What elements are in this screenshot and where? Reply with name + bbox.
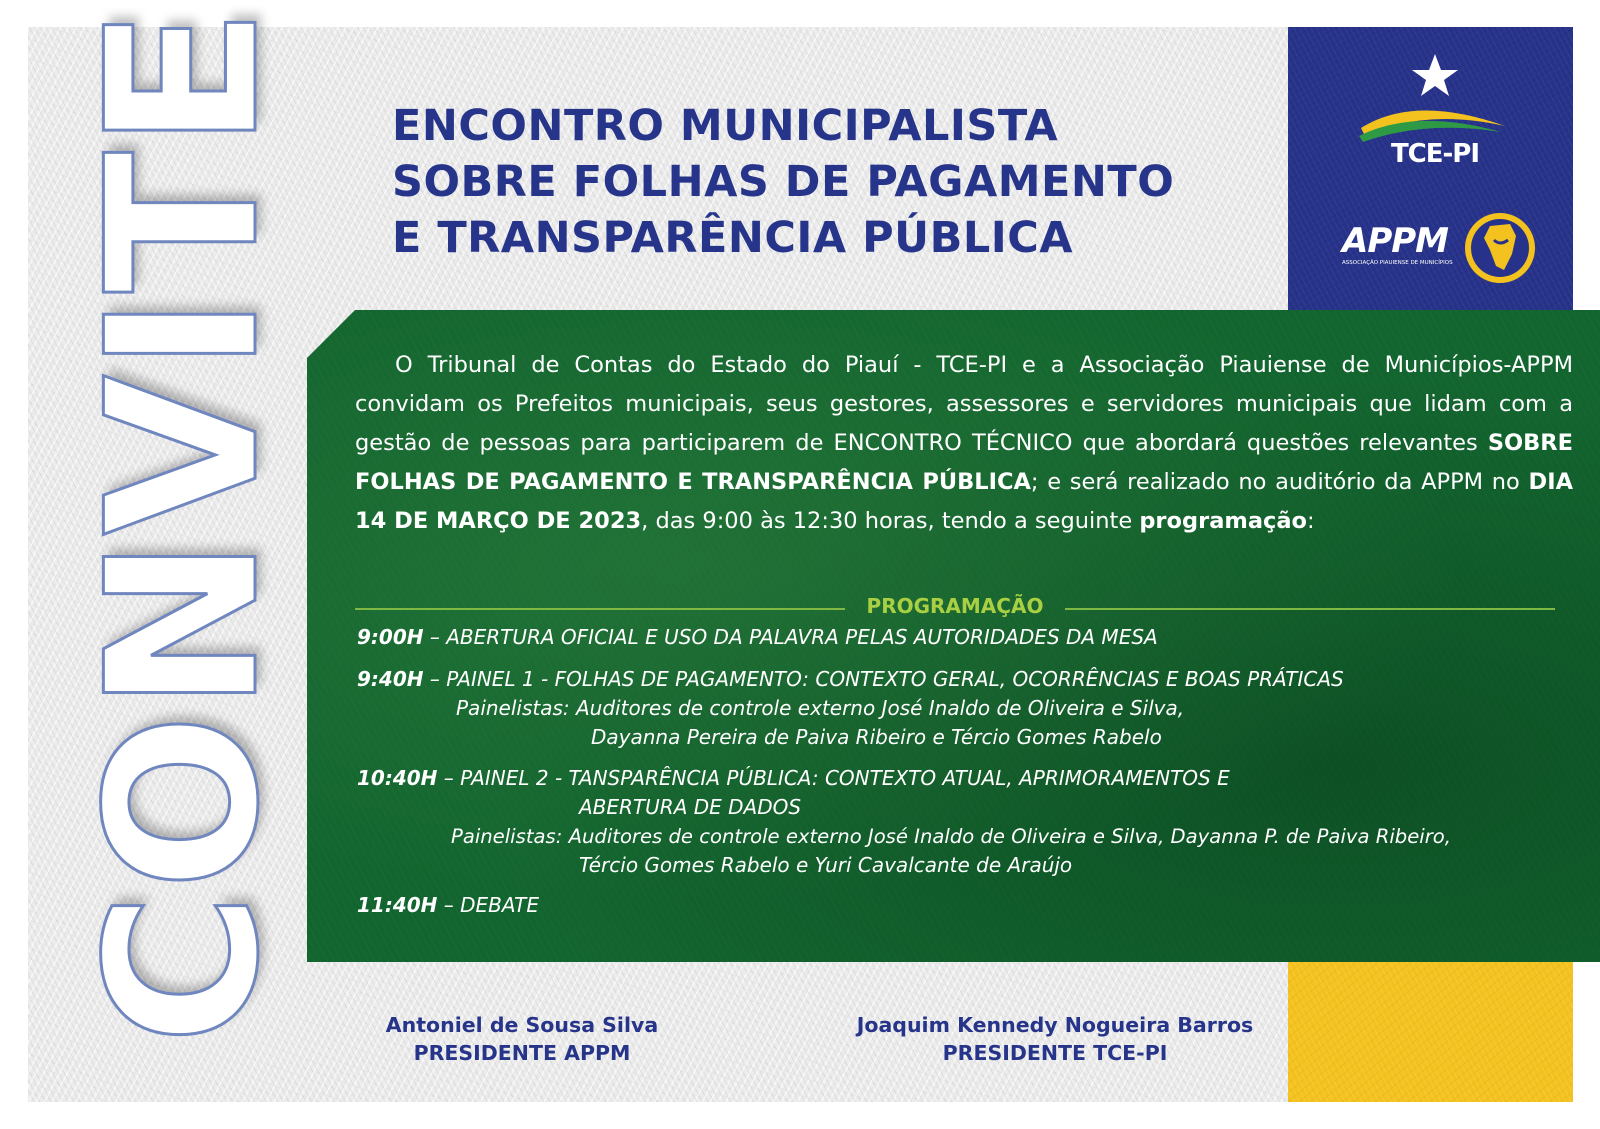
- program-panelists-3b: Tércio Gomes Rabelo e Yuri Cavalcante de Araújo: [579, 853, 1073, 877]
- program-text: – ABERTURA OFICIAL E USO DA PALAVRA PELAS AUTORIDADES DA MESA: [423, 625, 1158, 649]
- program-item-3-cont: ABERTURA DE DADOS: [579, 795, 802, 819]
- program-item-2: [357, 665, 1344, 694]
- intro-text-3: , das 9:00 às 12:30 horas, tendo a seguinte: [641, 508, 1140, 534]
- invitation-text: [355, 346, 1573, 541]
- program-time: 11:40H: [357, 893, 438, 917]
- program-text: – PAINEL 2 - TANSPARÊNCIA PÚBLICA: CONTEXTO ATUAL, APRIMORAMENTOS E: [437, 766, 1230, 790]
- signer-name: Antoniel de Sousa Silva: [385, 1013, 659, 1037]
- appm-logo: [1340, 210, 1540, 290]
- program-item-3: [357, 764, 1230, 793]
- title-line-1: ENCONTRO MUNICIPALISTA: [392, 101, 1059, 151]
- program-text: – PAINEL 1 - FOLHAS DE PAGAMENTO: CONTEXTO GERAL, OCORRÊNCIAS E BOAS PRÁTICAS: [423, 667, 1344, 691]
- title-line-3: E TRANSPARÊNCIA PÚBLICA: [392, 213, 1074, 263]
- appm-logo-subtitle: ASSOCIAÇÃO PIAUIENSE DE MUNICÍPIOS: [1342, 260, 1453, 266]
- event-date: DIA 14 DE MARÇO DE 2023: [355, 469, 1574, 534]
- star-icon: [1412, 54, 1458, 96]
- tce-pi-logo-text: TCE-PI: [1390, 139, 1480, 169]
- program-item-1: [357, 623, 1158, 652]
- program-heading-row: [355, 594, 1555, 624]
- intro-topic: SOBRE FOLHAS DE PAGAMENTO E TRANSPARÊNCIA PÚBLICA: [355, 430, 1573, 495]
- program-panelists-3a: Painelistas: Auditores de controle externo José Inaldo de Oliveira e Silva, Dayanna P. de Paiva Ribeiro,: [451, 825, 1451, 848]
- signer-name: Joaquim Kennedy Nogueira Barros: [856, 1013, 1254, 1037]
- program-panelists-2a: Painelistas: Auditores de controle externo José Inaldo de Oliveira e Silva,: [456, 696, 1185, 720]
- program-time: 10:40H: [357, 766, 438, 790]
- intro-text-2: ; e será realizado no auditório da APPM no: [1030, 469, 1529, 495]
- program-time: 9:40H: [357, 667, 424, 691]
- program-item-4: [357, 891, 539, 920]
- side-word: CONVITE: [63, 5, 305, 1045]
- yellow-accent-panel: [1288, 955, 1573, 1102]
- program-time: 9:00H: [357, 625, 424, 649]
- title-line-2: SOBRE FOLHAS DE PAGAMENTO: [392, 157, 1175, 207]
- event-title: [392, 98, 1272, 266]
- signer-role: PRESIDENTE APPM: [413, 1041, 631, 1065]
- intro-text-1: O Tribunal de Contas do Estado do Piauí - TCE-PI e a Associação Piauiense de Municípios-APPM convidam os Prefeitos municipais, seus gestores, assessores e servidores municipais que lidam com a gestão de pessoas para participarem de ENCONTRO TÉCNICO que abordará questões relevantes: [355, 352, 1573, 456]
- signer-role: PRESIDENTE TCE-PI: [942, 1041, 1168, 1065]
- intro-text-4: :: [1306, 508, 1315, 534]
- tce-pi-logo: [1355, 50, 1515, 170]
- program-text: – DEBATE: [437, 893, 539, 917]
- appm-logo-text: APPM: [1342, 221, 1448, 261]
- program-heading: PROGRAMAÇÃO: [866, 594, 1044, 618]
- program-panelists-2b: Dayanna Pereira de Paiva Ribeiro e Tércio Gomes Rabelo: [591, 725, 1162, 749]
- signature-tce: [830, 1011, 1280, 1067]
- signature-appm: [372, 1011, 672, 1067]
- intro-program-word: programação: [1139, 508, 1307, 534]
